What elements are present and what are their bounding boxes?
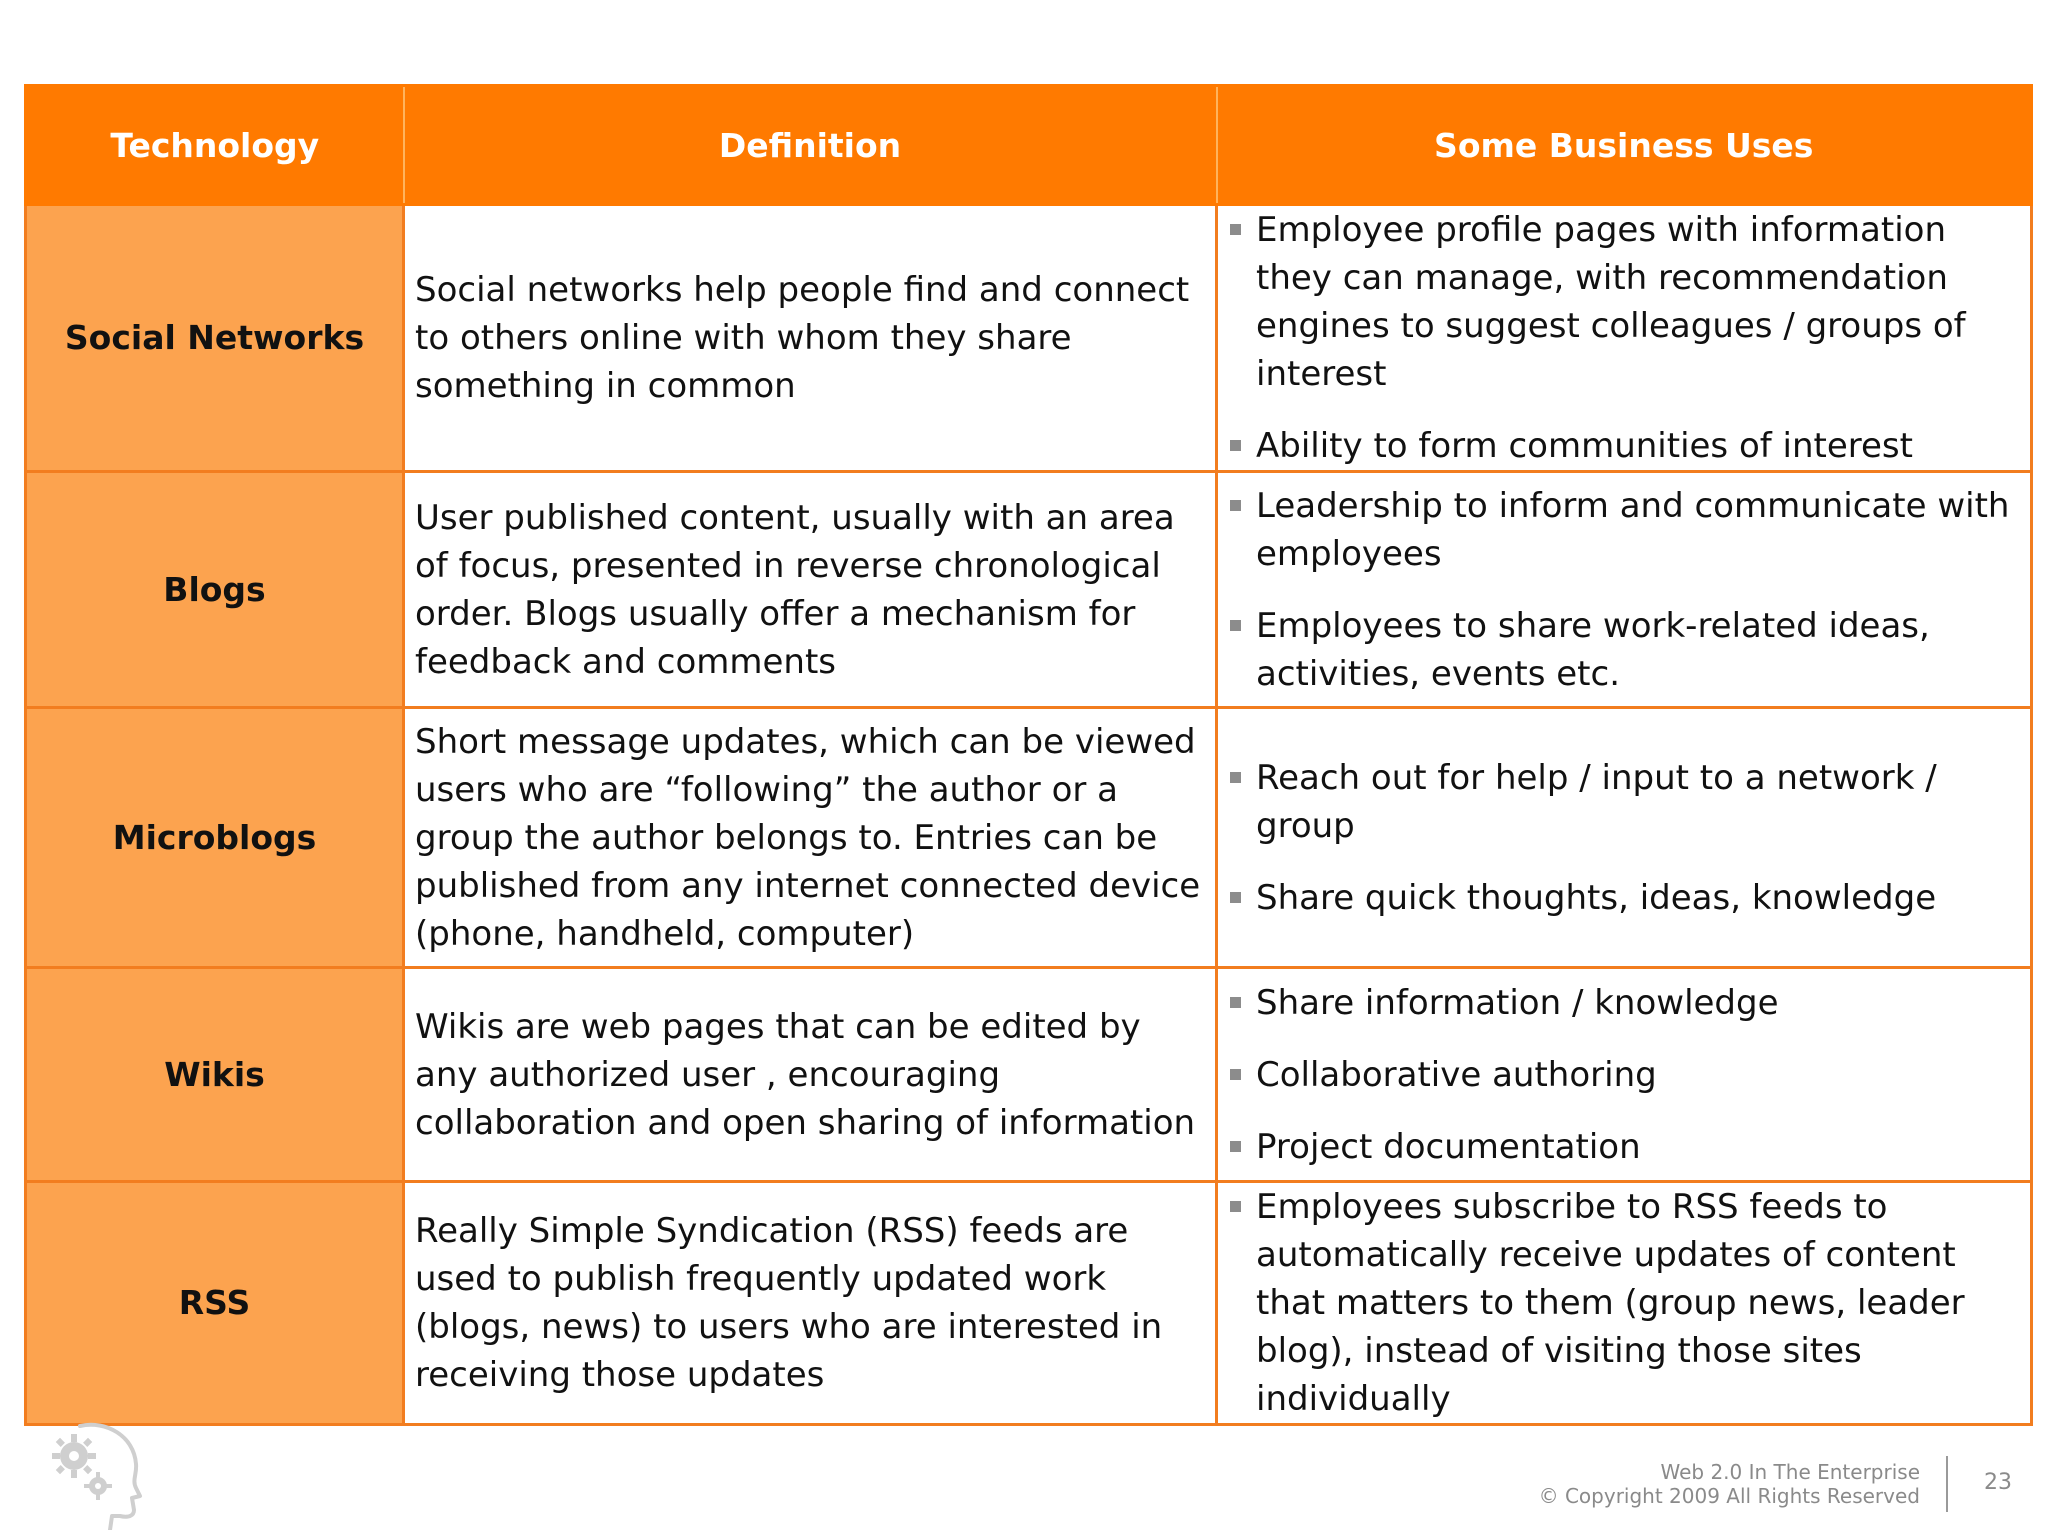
use-text: Project documentation: [1256, 1126, 1641, 1167]
table-row: [26, 205, 2032, 472]
square-bullet-icon: [1230, 1141, 1241, 1152]
list-item: [1230, 874, 2024, 922]
list-item: [1230, 206, 2024, 398]
table-row: [26, 1182, 2032, 1425]
use-text: Employee profile pages with information they can manage, with recommendation engines to suggest colleagues / groups of interest: [1256, 210, 1966, 394]
uses-list: [1230, 754, 2024, 922]
definition-cell: Wikis are web pages that can be edited by any authorized user , encouraging collaboration and open sharing of information: [404, 968, 1217, 1182]
table-row: [26, 708, 2032, 968]
use-text: Share information / knowledge: [1256, 982, 1779, 1023]
square-bullet-icon: [1230, 892, 1241, 903]
square-bullet-icon: [1230, 1201, 1241, 1212]
uses-cell: [1217, 472, 2032, 708]
list-item: [1230, 979, 2024, 1027]
definition-cell: Social networks help people find and connect to others online with whom they share something in common: [404, 205, 1217, 472]
use-text: Employees to share work-related ideas, activities, events etc.: [1256, 605, 1930, 694]
list-item: [1230, 1123, 2024, 1171]
square-bullet-icon: [1230, 772, 1241, 783]
table-header-row: [26, 86, 2032, 205]
uses-list: [1230, 1183, 2024, 1423]
footer-title: Web 2.0 In The Enterprise: [1660, 1460, 1920, 1484]
list-item: [1230, 602, 2024, 698]
uses-cell: [1217, 205, 2032, 472]
uses-list: [1230, 206, 2024, 470]
header-definition: Definition: [404, 86, 1217, 205]
use-text: Share quick thoughts, ideas, knowledge: [1256, 877, 1937, 918]
definition-cell: Really Simple Syndication (RSS) feeds are used to publish frequently updated work (blogs, news) to users who are interested in receiving those updates: [404, 1182, 1217, 1425]
use-text: Employees subscribe to RSS feeds to automatically receive updates of content that matters to them (group news, leader blog), instead of visiting those sites individually: [1256, 1187, 1965, 1419]
header-technology: Technology: [26, 86, 404, 205]
uses-list: [1230, 482, 2024, 698]
technology-cell: Microblogs: [26, 708, 404, 968]
uses-cell: [1217, 968, 2032, 1182]
head-gears-icon: [40, 1418, 144, 1530]
use-text: Collaborative authoring: [1256, 1054, 1657, 1095]
table-row: [26, 472, 2032, 708]
list-item: [1230, 1183, 2024, 1423]
use-text: Leadership to inform and communicate with employees: [1256, 485, 2010, 574]
technology-cell: RSS: [26, 1182, 404, 1425]
footer-copyright: © Copyright 2009 All Rights Reserved: [1538, 1484, 1920, 1508]
square-bullet-icon: [1230, 1069, 1241, 1080]
definition-cell: Short message updates, which can be viewed users who are “following” the author or a group the author belongs to. Entries can be published from any internet connected device (phone, handheld, computer): [404, 708, 1217, 968]
technology-cell: Social Networks: [26, 205, 404, 472]
square-bullet-icon: [1230, 620, 1241, 631]
technology-cell: Blogs: [26, 472, 404, 708]
uses-cell: [1217, 1182, 2032, 1425]
square-bullet-icon: [1230, 500, 1241, 511]
list-item: [1230, 422, 2024, 470]
use-text: Ability to form communities of interest: [1256, 426, 1913, 466]
footer-text: [1539, 1460, 1920, 1508]
table-row: [26, 968, 2032, 1182]
list-item: [1230, 1051, 2024, 1099]
uses-list: [1230, 979, 2024, 1171]
page-number: 23: [1984, 1470, 2012, 1495]
technology-cell: Wikis: [26, 968, 404, 1182]
square-bullet-icon: [1230, 440, 1241, 451]
square-bullet-icon: [1230, 997, 1241, 1008]
footer-divider: [1946, 1456, 1948, 1512]
uses-cell: [1217, 708, 2032, 968]
header-business-uses: Some Business Uses: [1217, 86, 2032, 205]
list-item: [1230, 754, 2024, 850]
technology-table: [24, 84, 2033, 1426]
definition-cell: User published content, usually with an area of focus, presented in reverse chronological order. Blogs usually offer a mechanism for feedback and comments: [404, 472, 1217, 708]
use-text: Reach out for help / input to a network / group: [1256, 757, 1937, 846]
square-bullet-icon: [1230, 224, 1241, 235]
list-item: [1230, 482, 2024, 578]
